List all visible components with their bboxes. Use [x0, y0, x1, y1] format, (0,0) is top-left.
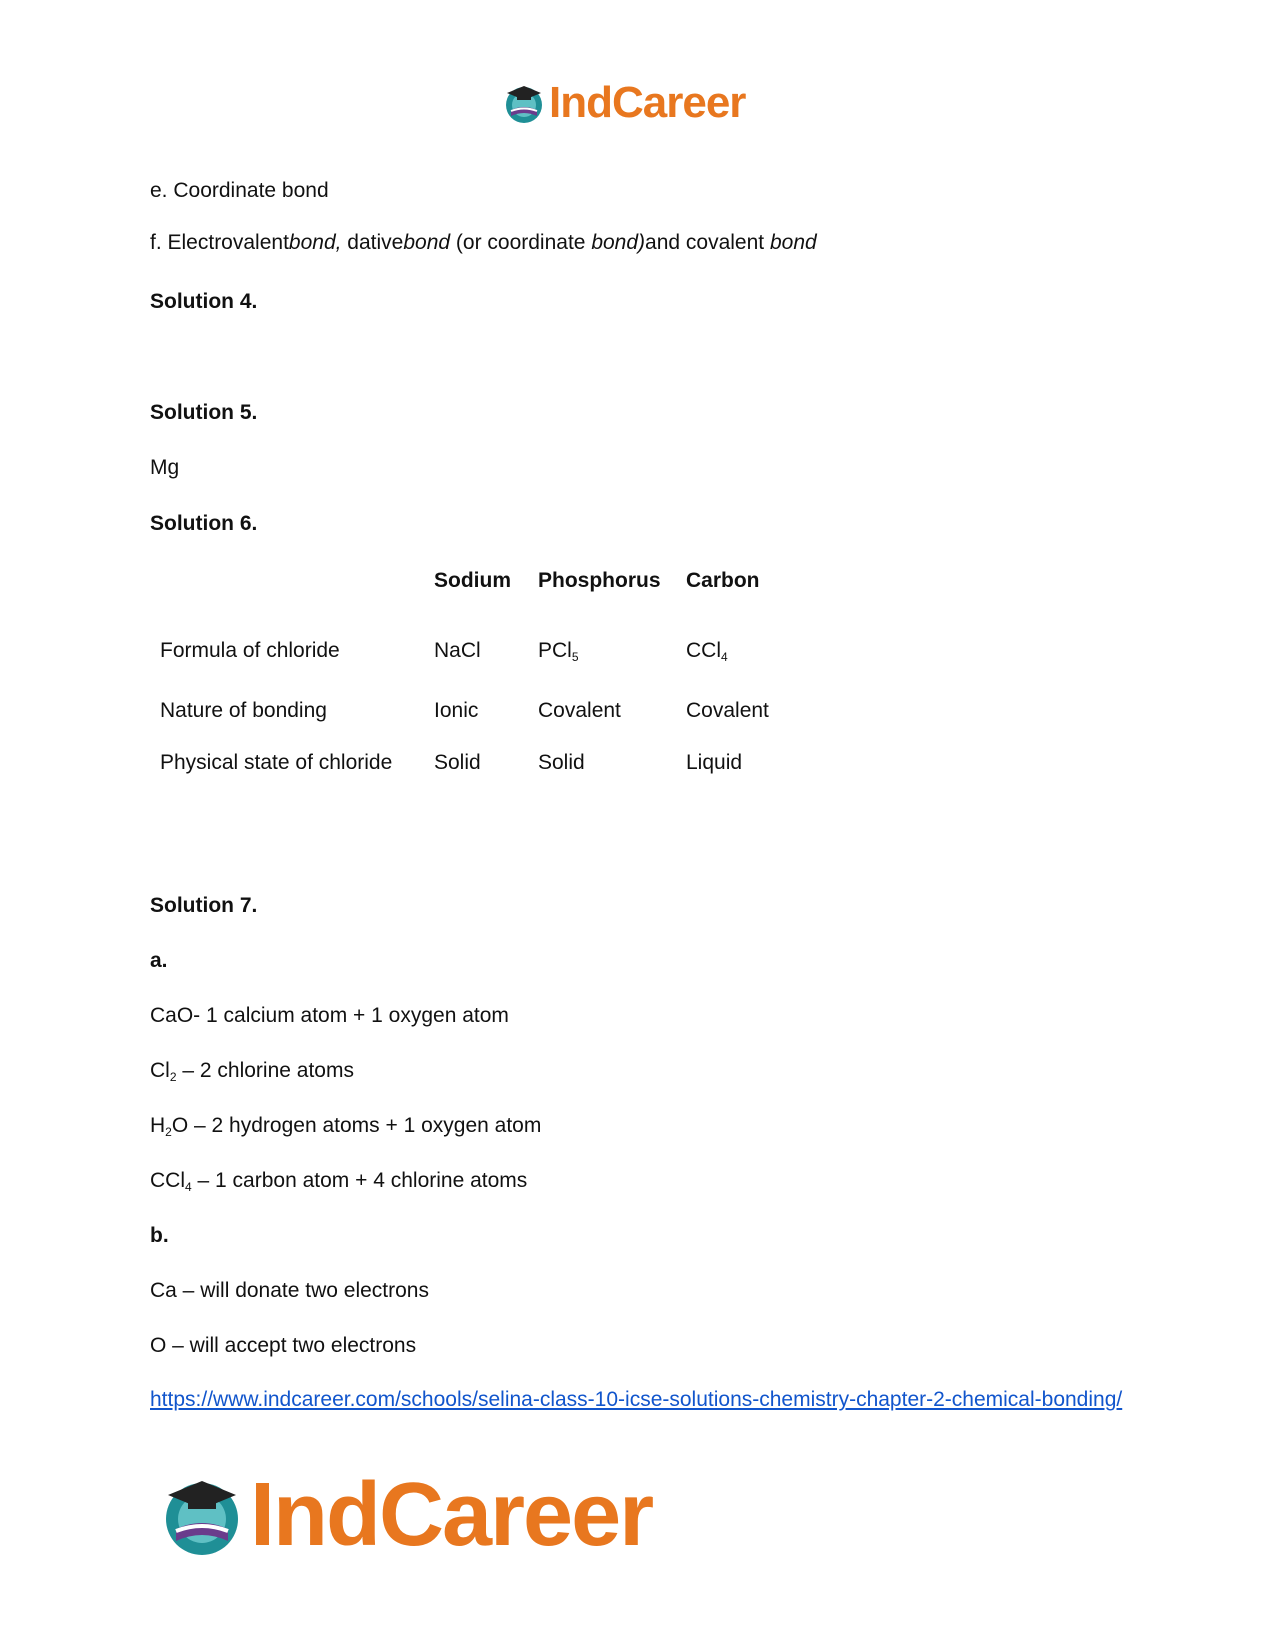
table-cell: Covalent: [686, 699, 769, 722]
heading-solution-5: Solution 5.: [150, 401, 258, 424]
logo-text: IndCareer: [250, 1465, 653, 1565]
subscript: 5: [571, 650, 579, 664]
line-ccl4: [150, 1168, 527, 1194]
heading-solution-4: Solution 4.: [150, 290, 258, 313]
table-cell: Liquid: [686, 751, 743, 774]
table-cell: NaCl: [434, 639, 481, 662]
subheading-a: a.: [150, 949, 168, 972]
text-span: bond): [591, 231, 646, 254]
table-cell: Formula of chloride: [160, 639, 340, 662]
table-cell: [528, 636, 676, 696]
text-span: – 1 carbon atom + 4 chlorine atoms: [191, 1169, 528, 1192]
line-ca: Ca – will donate two electrons: [150, 1279, 429, 1302]
text-span: PCl: [538, 639, 572, 662]
text-span: bond,: [288, 231, 342, 254]
source-link[interactable]: https://www.indcareer.com/schools/selina-class-10-icse-solutions-chemistry-chapter-2-chemical-bonding/: [150, 1388, 1123, 1411]
answer-mg: Mg: [150, 456, 180, 479]
text-span: – 2 chlorine atoms: [176, 1059, 354, 1082]
text-span: H: [150, 1114, 166, 1137]
table-cell: [676, 636, 796, 696]
text-span: CCl: [150, 1169, 185, 1192]
table-header-cell: Sodium: [434, 569, 511, 592]
text-span: O – 2 hydrogen atoms + 1 oxygen atom: [171, 1114, 542, 1137]
logo-text: IndCareer: [549, 78, 746, 127]
text-span: bond: [769, 231, 817, 254]
graduation-cap-globe-icon: [503, 82, 545, 124]
heading-solution-7: Solution 7.: [150, 894, 258, 917]
table-cell: Solid: [538, 751, 585, 774]
chloride-table: [150, 566, 796, 778]
line-cl2: [150, 1058, 354, 1084]
table-spacer: [150, 596, 796, 636]
table-cell: Nature of bonding: [160, 699, 327, 722]
heading-solution-6: Solution 6.: [150, 512, 258, 535]
text-span: dative: [341, 231, 404, 254]
line-e: e. Coordinate bond: [150, 179, 329, 202]
text-span: bond: [403, 231, 451, 254]
subscript: 4: [185, 1180, 192, 1194]
line-cao: CaO- 1 calcium atom + 1 oxygen atom: [150, 1004, 509, 1027]
text-span: and covalent: [645, 231, 770, 254]
subheading-b: b.: [150, 1224, 169, 1247]
subscript: 2: [169, 1070, 177, 1084]
footer-logo: [160, 1465, 653, 1565]
line-h2o: [150, 1113, 541, 1139]
table-header-cell: Carbon: [686, 569, 760, 592]
table-row: [150, 636, 796, 696]
graduation-cap-globe-icon: [160, 1473, 244, 1557]
line-o: O – will accept two electrons: [150, 1334, 417, 1357]
table-header-cell: Phosphorus: [538, 569, 661, 592]
subscript: 4: [721, 650, 728, 664]
text-span: CCl: [686, 639, 721, 662]
table-header-cell: [150, 566, 424, 596]
text-span: Cl: [150, 1059, 170, 1082]
table-row: [150, 696, 796, 748]
table-row: [150, 748, 796, 778]
line-f: [150, 230, 817, 256]
header-logo: [503, 80, 745, 126]
table-header-row: [150, 566, 796, 596]
table-cell: Covalent: [538, 699, 621, 722]
subscript: 2: [165, 1125, 172, 1139]
table-cell: Physical state of chloride: [160, 751, 393, 774]
table-cell: Ionic: [434, 699, 479, 722]
text-span: (or coordinate: [450, 231, 592, 254]
table-cell: Solid: [434, 751, 481, 774]
text-span: f. Electrovalent: [150, 231, 289, 254]
